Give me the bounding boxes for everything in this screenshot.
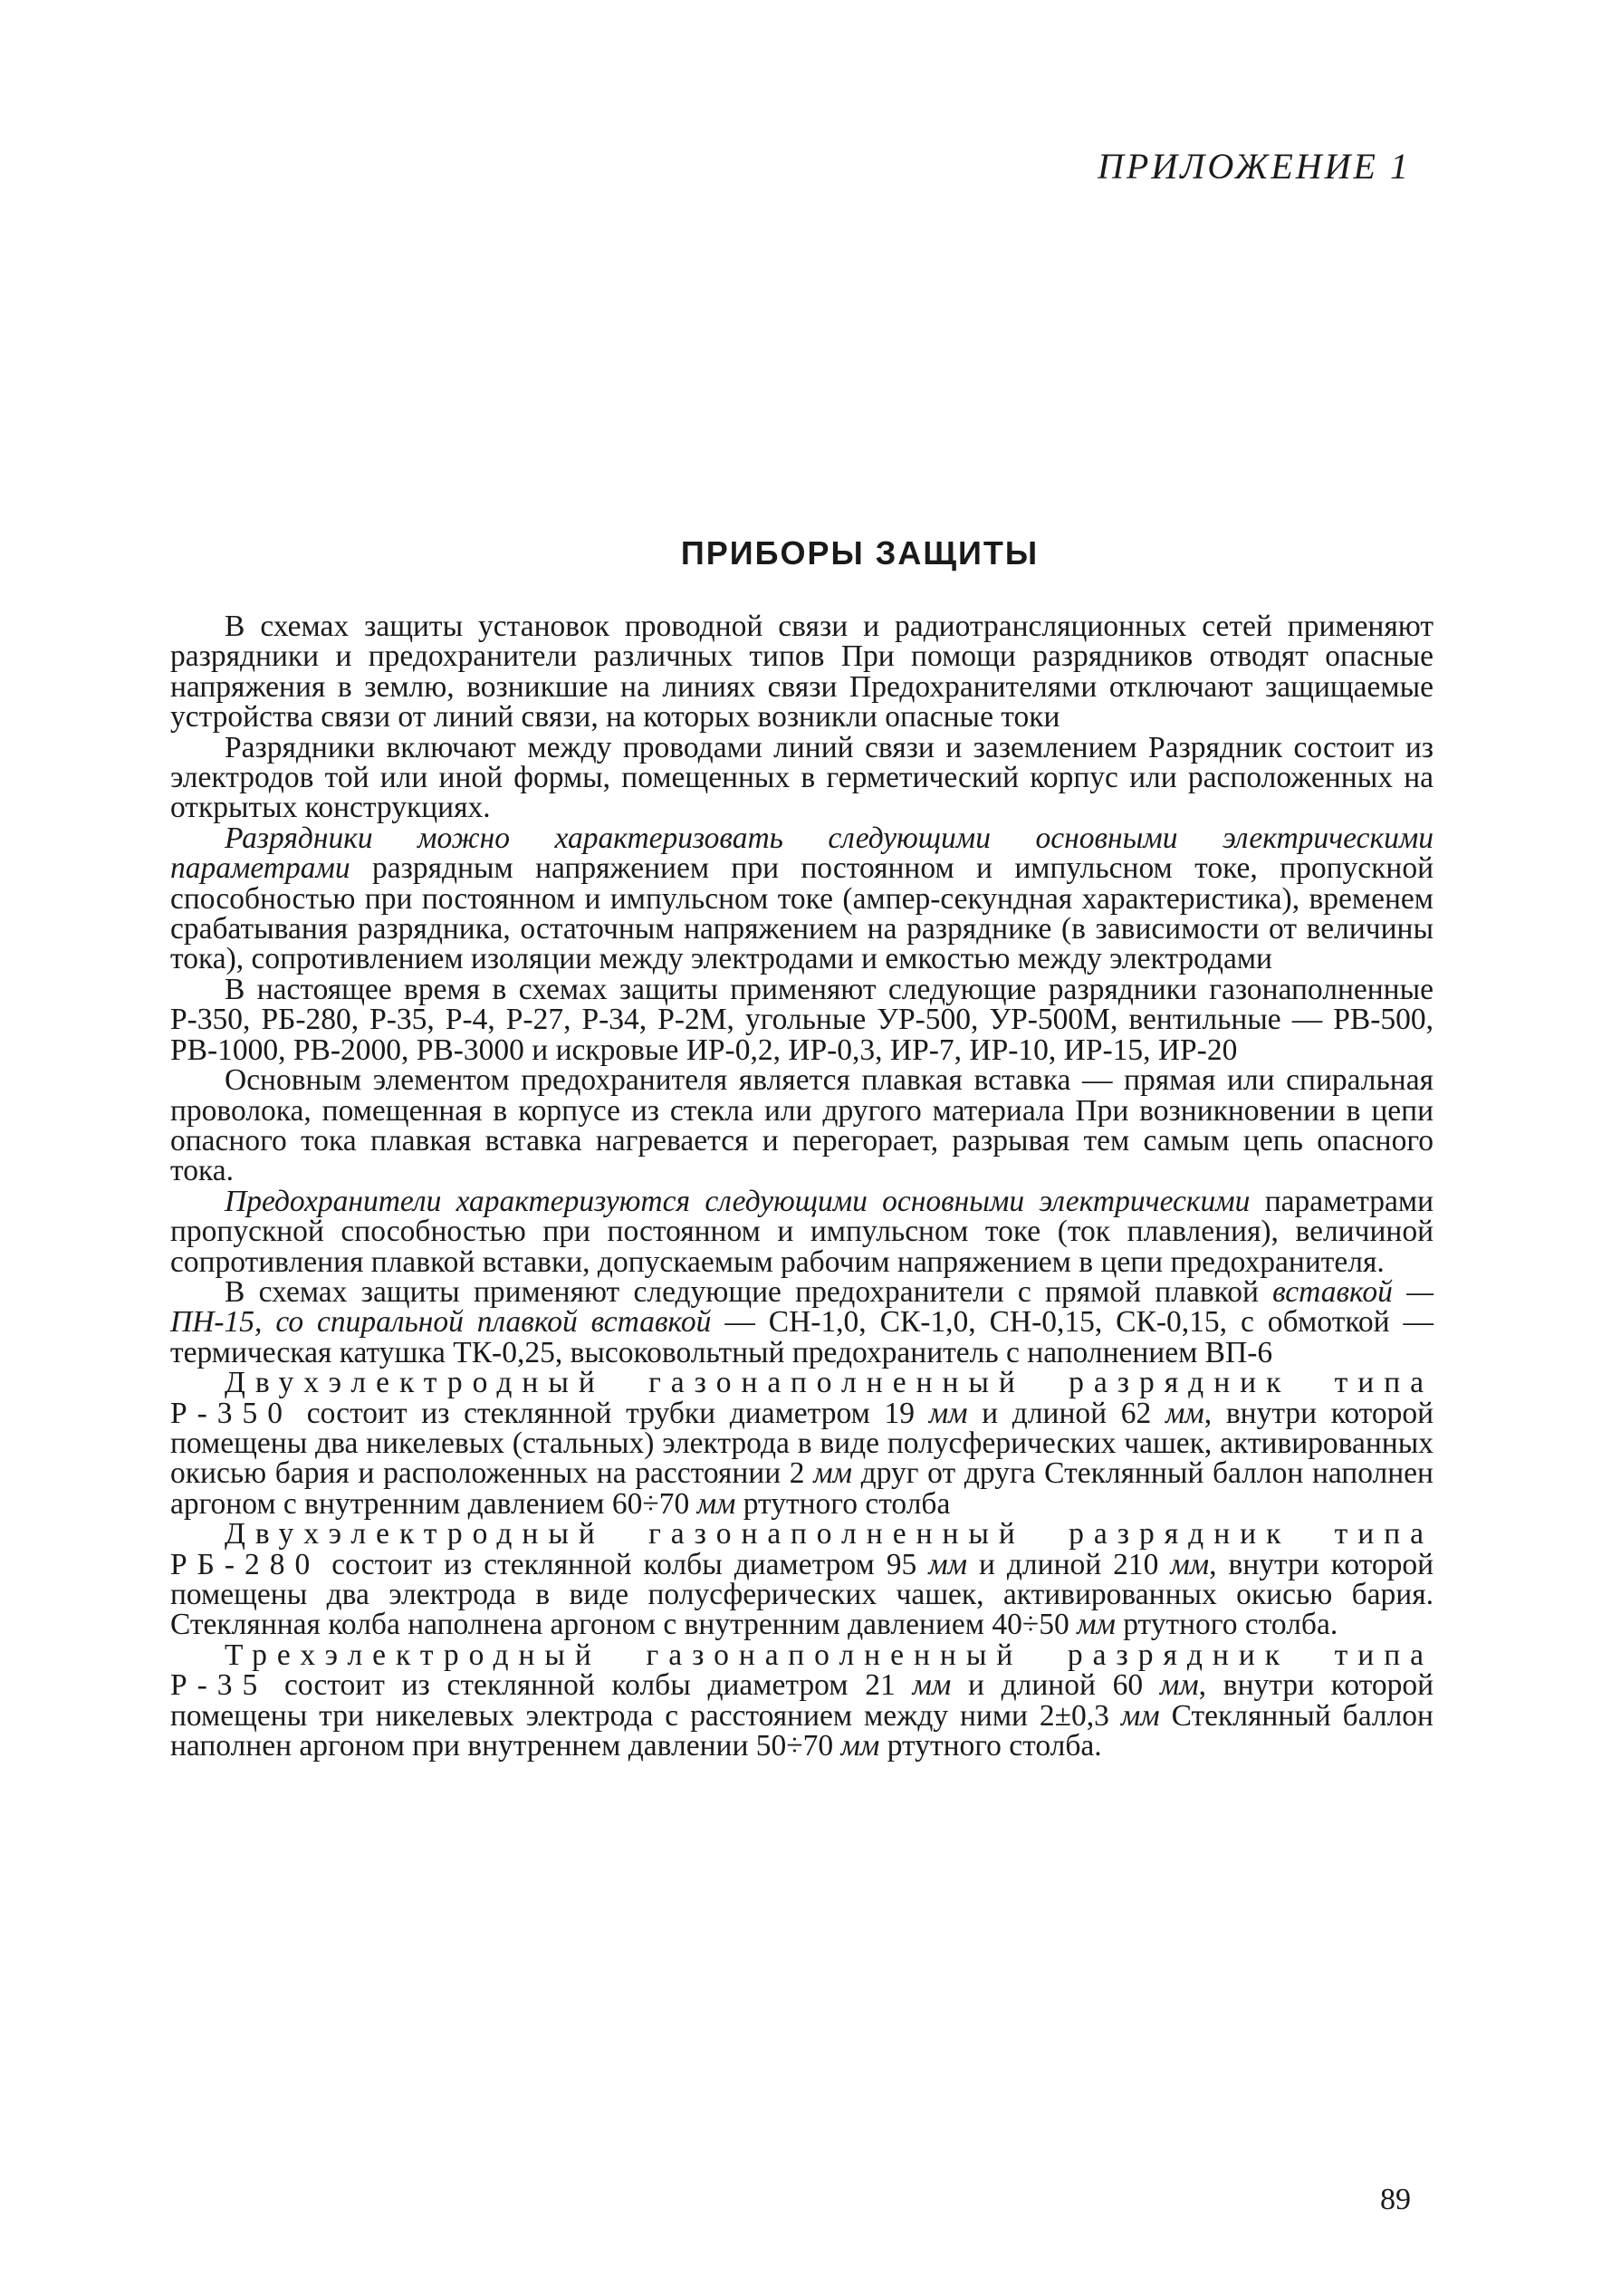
- spaced-lead: Двухэлектродный газонаполненный разрядник типа Р-350: [170, 1366, 1434, 1430]
- paragraph-3: Разрядники можно характеризовать следующими основными электрическими параметрами разрядным напряжением при постоянном и импульсном токе, пропускной способностью при постоянном и импульсном токе (ампер-секундная характеристика), временем срабатывания разрядника, остаточным напряжением на разряднике (в зависимости от величины тока), сопротивлением изоляции между электродами и емкостью между электродами: [170, 821, 1434, 976]
- page-title: ПРИБОРЫ ЗАЩИТЫ: [680, 534, 1040, 572]
- page-number: 89: [1380, 2183, 1411, 2216]
- paragraph-5: Основным элементом предохранителя является плавкая вставка — прямая или спиральная проволока, помещенная в корпусе из стекла или другого материала При возникновении в цепи опасного тока плавкая вставка нагревается и перегорает, разрывая тем самым цепь опасного тока.: [170, 1063, 1434, 1188]
- italic-lead: Предохранители характеризуются следующими основными электрическими: [225, 1184, 1251, 1218]
- paragraph-10: Трехэлектродный газонаполненный разрядник типа Р-35 состоит из стеклянной колбы диаметром 21 мм и длиной 60 мм, внутри которой помещены три никелевых электрода с расстоянием между ними 2±0,3 мм Стеклянный баллон наполнен аргоном при внутреннем давлении 50÷70 мм ртутного столба.: [170, 1638, 1434, 1763]
- appendix-header: ПРИЛОЖЕНИЕ 1: [1098, 146, 1411, 187]
- paragraph-7: В схемах защиты применяют следующие предохранители с прямой плавкой вставкой — ПН-15, со спиральной плавкой вставкой — СН-1,0, СК-1,0, СН-0,15, СК-0,15, с обмоткой — термическая катушка ТК-0,25, высоковольтный предохранитель с наполнением ВП-6: [170, 1274, 1434, 1369]
- paragraph-6: Предохранители характеризуются следующими основными электрическими параметрами пропускной способностью при постоянном и импульсном токе (ток плавления), величиной сопротивления плавкой вставки, допускаемым рабочим напряжением в цепи предохранителя.: [170, 1184, 1434, 1279]
- body-text: [170, 611, 1434, 1761]
- spaced-lead: Двухэлектродный газонаполненный разрядник типа РБ-280: [170, 1517, 1434, 1581]
- paragraph-2: Разрядники включают между проводами линий связи и заземлением Разрядник состоит из электродов той или иной формы, помещенных в герметический корпус или расположенных на открытых конструкциях.: [170, 730, 1434, 825]
- paragraph-4: В настоящее время в схемах защиты применяют следующие разрядники газонаполненные Р-350, РБ-280, Р-35, Р-4, Р-27, Р-34, Р-2М, угольные УР-500, УР-500М, вентильные — РВ-500, РВ-1000, РВ-2000, РВ-3000 и искровые ИР-0,2, ИР-0,3, ИР-7, ИР-10, ИР-15, ИР-20: [170, 972, 1434, 1067]
- paragraph-9: Двухэлектродный газонаполненный разрядник типа РБ-280 состоит из стеклянной колбы диаметром 95 мм и длиной 210 мм, внутри которой помещены два электрода в виде полусферических чашек, активированных окисью бария. Стеклянная колба наполнена аргоном с внутренним давлением 40÷50 мм ртутного столба.: [170, 1517, 1434, 1642]
- spaced-lead: Трехэлектродный газонаполненный разрядник типа Р-35: [170, 1638, 1434, 1703]
- italic-lead: Разрядники можно характеризовать следующими основными электрическими параметрами: [170, 821, 1434, 886]
- paragraph-8: Двухэлектродный газонаполненный разрядник типа Р-350 состоит из стеклянной трубки диаметром 19 мм и длиной 62 мм, внутри которой помещены два никелевых (стальных) электрода в виде полусферических чашек, активированных окисью бария и расположенных на расстоянии 2 мм друг от друга Стеклянный баллон наполнен аргоном с внутренним давлением 60÷70 мм ртутного столба: [170, 1366, 1434, 1521]
- paragraph-1: В схемах защиты установок проводной связи и радиотрансляционных сетей применяют разрядники и предохранители различных типов При помощи разрядников отводят опасные напряжения в землю, возникшие на линиях связи Предохранителями отключают защищаемые устройства связи от линий связи, на которых возникли опасные токи: [170, 610, 1434, 735]
